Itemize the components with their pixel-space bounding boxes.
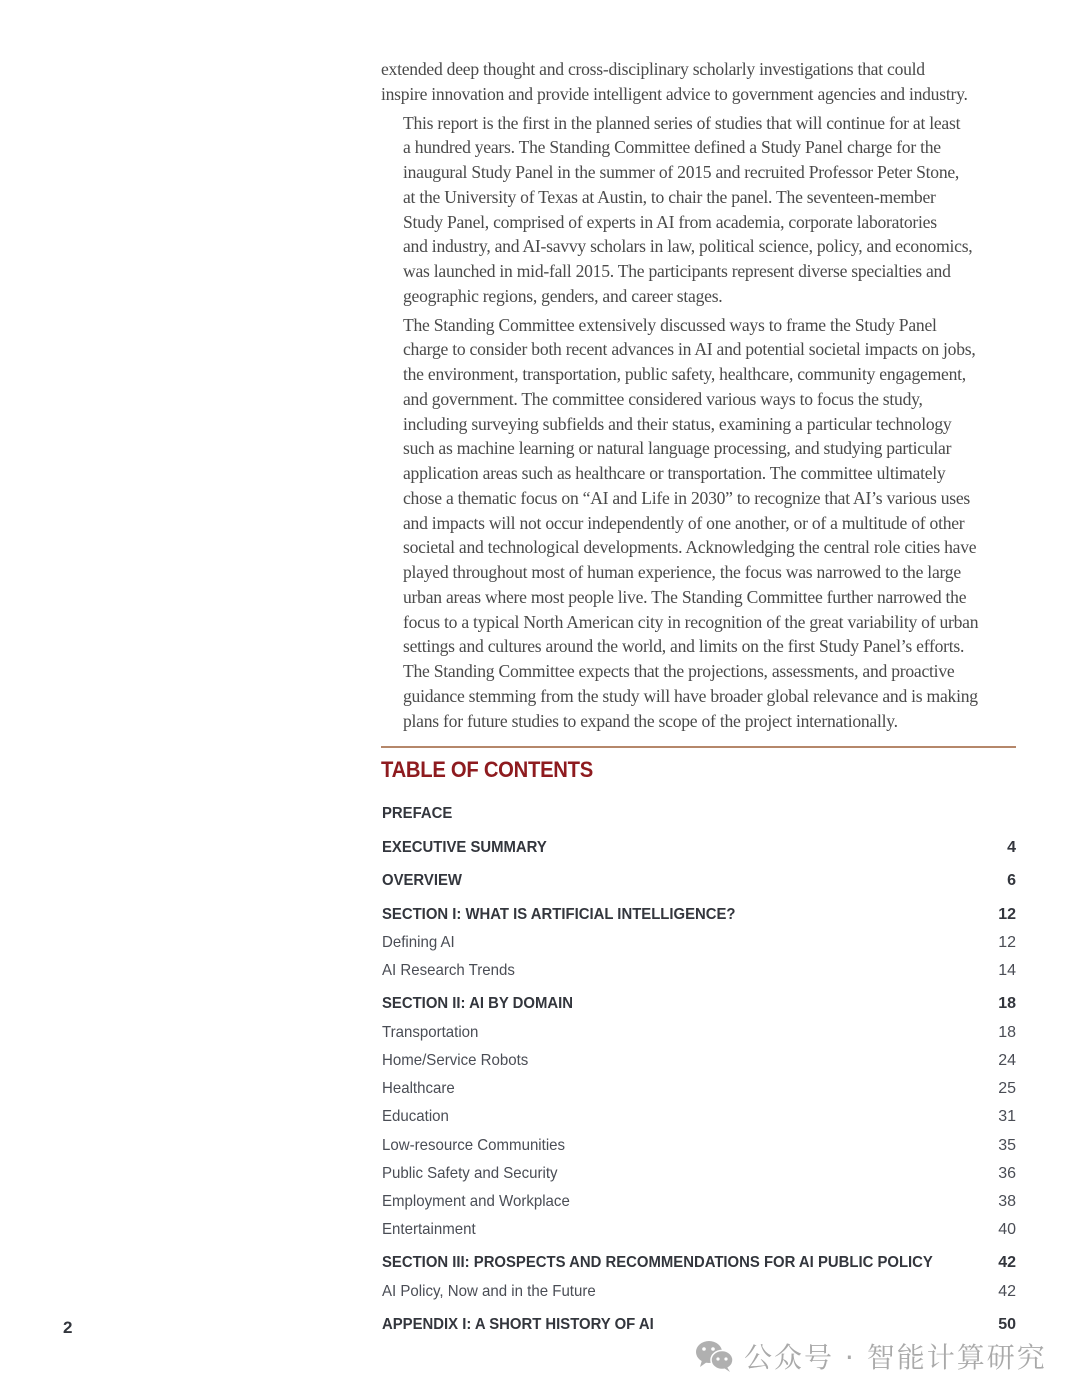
text-line: The Standing Committee extensively discussed ways to frame the Study Panel [403,314,937,335]
text-line: chose a thematic focus on “AI and Life in 2030” to recognize that AI’s various uses [403,487,970,508]
toc-subsection-entry[interactable] [382,929,1016,957]
text-line: This report is the first in the planned series of studies that will continue for at least [403,112,961,133]
toc-entry-label: Public Safety and Security [382,1164,558,1182]
toc-subsection-entry[interactable] [382,1188,1016,1216]
text-line: urban areas where most people live. The Standing Committee further narrowed the [403,586,967,607]
toc-entry-page: 12 [998,905,1016,923]
toc-entry-page: 24 [998,1052,1016,1070]
text-line: application areas such as healthcare or transportation. The committee ultimately [403,463,946,483]
text-line: the environment, transportation, public safety, healthcare, community engagement, [403,364,966,384]
text-line: and government. The committee considered various ways to focus the study, [403,388,923,409]
paragraph-2 [381,111,1021,309]
text-line: was launched in mid-fall 2015. The participants represent diverse specialties and [403,261,951,281]
text-line: The Standing Committee expects that the projections, assessments, and proactive [403,661,955,681]
text-line: societal and technological developments. Acknowledging the central role cities have [403,537,977,558]
toc-section-entry[interactable] [382,901,1016,930]
text-line: extended deep thought and cross-disciplinary scholarly investigations that could [381,59,925,79]
toc-entry-label: PREFACE [382,805,453,822]
toc-entry-label: APPENDIX I: A SHORT HISTORY OF AI [382,1316,654,1334]
toc-entry-label: Transportation [382,1023,479,1041]
toc-entry-page: 35 [998,1136,1016,1154]
toc-subsection-entry[interactable] [382,1278,1016,1306]
watermark [694,1336,1047,1376]
toc-entry-label: Entertainment [382,1221,476,1239]
toc-subsection-entry[interactable] [382,1047,1016,1075]
toc-section-entry[interactable] [382,800,1016,829]
toc-entry-label: SECTION II: AI BY DOMAIN [382,995,573,1013]
toc-subsection-entry[interactable] [382,1132,1016,1160]
toc-entry-page: 14 [998,962,1016,980]
toc-subsection-entry[interactable] [382,1019,1016,1047]
toc-entry-label: EXECUTIVE SUMMARY [382,838,547,856]
toc-section-entry[interactable] [382,1249,1016,1278]
toc-entry-page: 25 [998,1080,1016,1098]
toc-subsection-entry[interactable] [382,957,1016,985]
text-line: played throughout most of human experience, the focus was narrowed to the large [403,562,961,582]
text-line: at the University of Texas at Austin, to chair the panel. The seventeen-member [403,186,936,207]
text-line: settings and cultures around the world, and limits on the first Study Panel’s efforts. [403,636,965,657]
toc-entry-label: Home/Service Robots [382,1052,529,1070]
text-line: focus to a typical North American city in recognition of the great variability of urban [403,611,979,632]
toc-entry-label: AI Policy, Now and in the Future [382,1282,596,1300]
toc-entry-page: 4 [1007,838,1016,856]
toc-entry-label: OVERVIEW [382,872,462,889]
text-line: geographic regions, genders, and career stages. [403,285,723,306]
text-line: and industry, and AI-savvy scholars in law, political science, policy, and economics, [403,236,973,257]
toc-entry-page: 50 [998,1316,1016,1334]
toc-entry-page: 42 [998,1254,1016,1272]
toc-entry-page: 40 [998,1221,1016,1239]
toc-entry-label: Defining AI [382,934,455,951]
toc-entry-label: SECTION III: PROSPECTS AND RECOMMENDATIONS FOR AI PUBLIC POLICY [382,1254,933,1272]
toc-entry-page: 18 [998,995,1016,1013]
text-line: charge to consider both recent advances in AI and potential societal impacts on jobs, [403,339,976,360]
toc-subsection-entry[interactable] [382,1075,1016,1103]
watermark-text: 公众号 · 智能计算研究 [744,1341,1047,1374]
text-line: inspire innovation and provide intelligent advice to government agencies and industry. [381,83,968,104]
text-line: guidance stemming from the study will have broader global relevance and is making [403,685,978,706]
toc-entry-label: Education [382,1108,449,1126]
text-line: Study Panel, comprised of experts in AI from academia, corporate laboratories [403,211,937,232]
text-line: plans for future studies to expand the scope of the project internationally. [403,710,898,731]
text-line: such as machine learning or natural language processing, and studying particular [403,438,952,459]
text-line: inaugural Study Panel in the summer of 2015 and recruited Professor Peter Stone, [403,162,960,182]
page-number: 2 [63,1318,73,1337]
toc-entry-label: AI Research Trends [382,962,515,980]
toc-entry-page: 31 [998,1108,1016,1126]
section-divider [381,746,1016,748]
toc-subsection-entry[interactable] [382,1216,1016,1244]
toc-entry-label: Employment and Workplace [382,1193,570,1210]
toc-section-entry[interactable] [382,990,1016,1019]
toc-entry-label: SECTION I: WHAT IS ARTIFICIAL INTELLIGENCE? [382,905,736,923]
text-line: a hundred years. The Standing Committee defined a Study Panel charge for the [403,137,941,158]
toc-section-entry[interactable] [382,867,1016,896]
paragraph-1 [381,57,1021,107]
toc-entry-page: 6 [1007,872,1016,889]
body-text [381,57,1021,733]
toc-entry-label: Healthcare [382,1080,455,1098]
toc-entry-page: 42 [998,1282,1016,1300]
text-line: including surveying subfields and their status, examining a particular technology [403,413,952,434]
toc-entry-label: Low-resource Communities [382,1136,566,1154]
toc-entry-page: 36 [998,1164,1016,1182]
toc-section-entry[interactable] [382,834,1016,863]
toc-subsection-entry[interactable] [382,1103,1016,1131]
toc-entry-page: 18 [998,1023,1016,1041]
text-line: and impacts will not occur independently of one another, or of a multitude of other [403,512,965,533]
wechat-icon [694,1339,736,1373]
toc-title: TABLE OF CONTENTS [381,757,593,782]
toc-entry-page: 38 [998,1193,1016,1210]
toc-entry-page: 12 [998,934,1016,951]
toc-subsection-entry[interactable] [382,1160,1016,1188]
table-of-contents [382,800,1016,1340]
paragraph-3 [381,313,1021,734]
